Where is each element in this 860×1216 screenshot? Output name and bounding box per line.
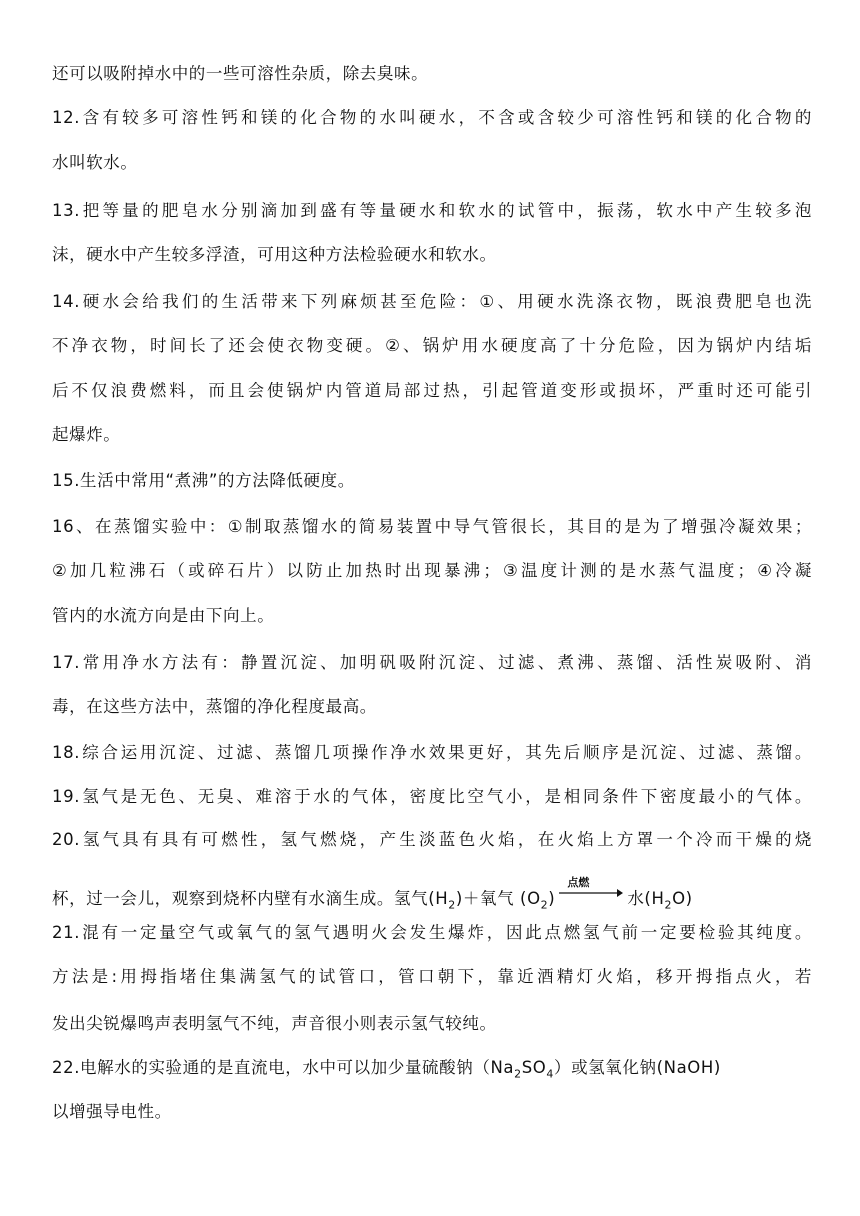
text-span: ）或氢氧化钠(NaOH)	[554, 1058, 721, 1077]
subscript: 2	[540, 898, 549, 912]
text-line: 后不仅浪费燃料，而且会使锅炉内管道局部过热，引起管道变形或损坏，严重时还可能引	[52, 381, 812, 400]
subscript: 2	[448, 898, 456, 912]
text-line-formula	[52, 1057, 812, 1079]
product-text: 水(H	[627, 889, 665, 908]
reaction-equation	[394, 876, 693, 912]
text-line: 17.常用净水方法有：静置沉淀、加明矾吸附沉淀、过滤、煮沸、蒸馏、活性炭吸附、消	[52, 653, 812, 672]
text-line: 发出尖锐爆鸣声表明氢气不纯，声音很小则表示氢气较纯。	[52, 1014, 497, 1033]
text-span: 22.电解水的实验通的是直流电，水中可以加少量硫酸钠（Na	[52, 1058, 515, 1077]
arrow-icon	[559, 888, 623, 898]
text-line: 14.硬水会给我们的生活带来下列麻烦甚至危险：①、用硬水洗涤衣物，既浪费肥皂也洗	[52, 292, 812, 311]
text-line: 起爆炸。	[52, 425, 121, 444]
reactant-text: )＋氧气 (O	[455, 889, 541, 908]
text-line: 19.氢气是无色、无臭、难溶于水的气体，密度比空气小，是相同条件下密度最小的气体。	[52, 787, 812, 806]
text-line: 还可以吸附掉水中的一些可溶性杂质，除去臭味。	[52, 64, 429, 83]
text-line: 管内的水流方向是由下向上。	[52, 606, 275, 625]
text-line: ②加几粒沸石（或碎石片）以防止加热时出现暴沸；③温度计测的是水蒸气温度；④冷凝	[52, 561, 812, 580]
text-line: 13.把等量的肥皂水分别滴加到盛有等量硬水和软水的试管中，振荡，软水中产生较多泡	[52, 201, 812, 220]
text-line: 方法是:用拇指堵住集满氢气的试管口，管口朝下，靠近酒精灯火焰，移开拇指点火，若	[52, 967, 812, 986]
text-line: 20.氢气具有具有可燃性，氢气燃烧，产生淡蓝色火焰，在火焰上方罩一个冷而干燥的烧	[52, 830, 812, 849]
reactant-text: )	[548, 889, 556, 908]
text-line: 毒，在这些方法中，蒸馏的净化程度最高。	[52, 697, 377, 716]
text-span: 杯，过一会儿，观察到烧杯内壁有水滴生成。	[52, 889, 394, 908]
text-span: SO	[521, 1058, 547, 1077]
text-line: 16、在蒸馏实验中：①制取蒸馏水的简易装置中导气管很长，其目的是为了增强冷凝效果；	[52, 517, 812, 536]
text-line: 水叫软水。	[52, 153, 138, 172]
reactant-text: 氢气(H	[394, 889, 449, 908]
reaction-condition: 点燃	[567, 876, 590, 889]
subscript: 2	[514, 1067, 522, 1081]
text-line-equation	[52, 876, 812, 912]
product-text: O)	[672, 889, 693, 908]
subscript: 2	[664, 898, 673, 912]
text-line: 21.混有一定量空气或氧气的氢气遇明火会发生爆炸，因此点燃氢气前一定要检验其纯度。	[52, 923, 812, 942]
text-line: 以增强导电性。	[52, 1102, 172, 1121]
text-line: 12.含有较多可溶性钙和镁的化合物的水叫硬水，不含或含较少可溶性钙和镁的化合物的	[52, 108, 812, 127]
text-line: 15.生活中常用“煮沸”的方法降低硬度。	[52, 471, 355, 490]
subscript: 4	[546, 1067, 554, 1081]
reaction-arrow	[559, 876, 623, 904]
text-line: 沫，硬水中产生较多浮渣，可用这种方法检验硬水和软水。	[52, 245, 497, 264]
text-line: 不净衣物，时间长了还会使衣物变硬。②、锅炉用水硬度高了十分危险，因为锅炉内结垢	[52, 336, 812, 355]
text-line: 18.综合运用沉淀、过滤、蒸馏几项操作净水效果更好，其先后顺序是沉淀、过滤、蒸馏。	[52, 743, 812, 762]
